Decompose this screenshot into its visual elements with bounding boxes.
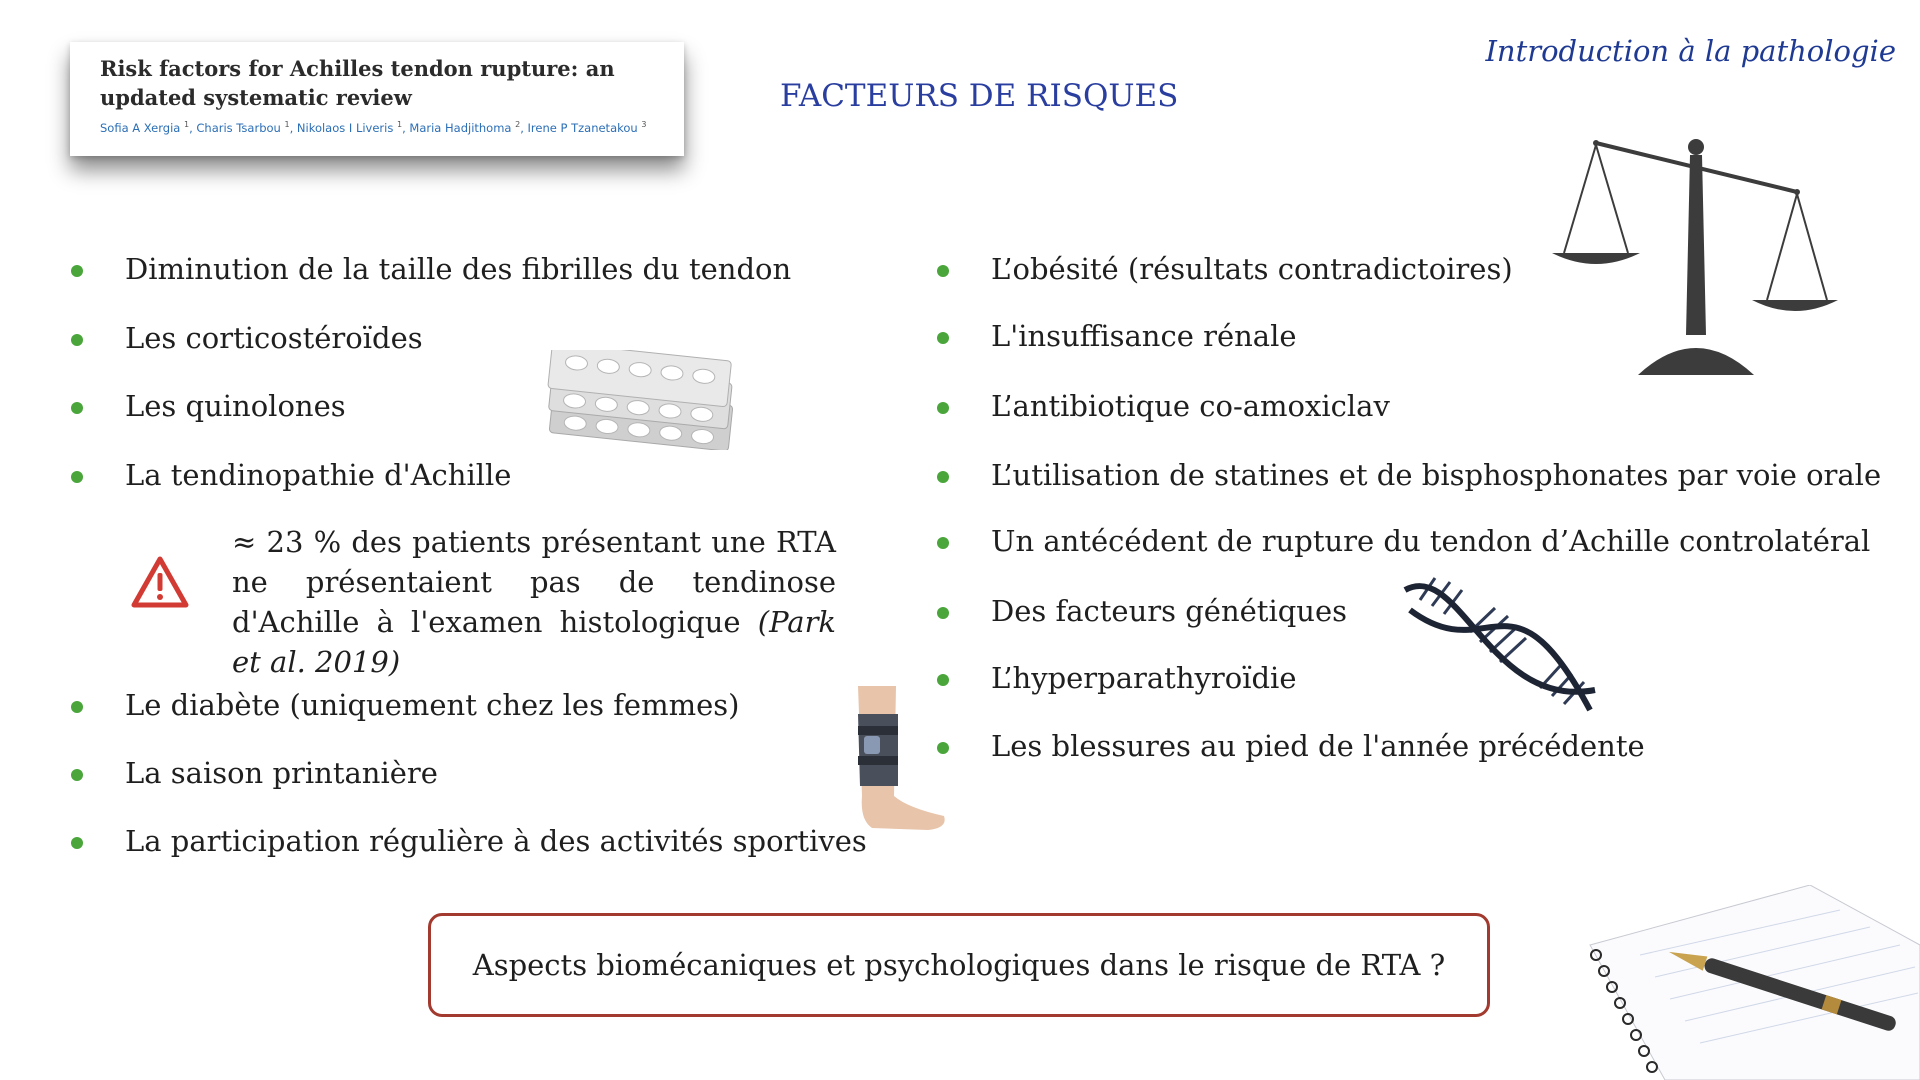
question-box: Aspects biomécaniques et psychologiques dans le risque de RTA ? — [428, 913, 1490, 1017]
list-item: Un antécédent de rupture du tendon d’Achille controlatéral — [991, 524, 1881, 558]
bullet-icon — [71, 334, 83, 346]
list-item: Diminution de la taille des fibrilles du tendon — [125, 252, 791, 286]
bullet-icon — [937, 537, 949, 549]
paper-title: Risk factors for Achilles tendon rupture: an updated systematic review — [100, 56, 615, 110]
bullet-icon — [71, 837, 83, 849]
notebook-pen-image — [1570, 885, 1920, 1080]
list-item: Les quinolones — [125, 389, 791, 423]
list-item: Le diabète (uniquement chez les femmes) — [125, 688, 867, 722]
list-item: L'insuffisance rénale — [991, 319, 1881, 353]
paper-authors: Sofia A Xergia $^1$, Charis Tsarbou $^1$, Nikolaos I Liveris $^1$, Maria Hadjithoma $^2$, Irene P Tzanetakou $^3$ — [100, 120, 647, 135]
bullet-icon — [71, 471, 83, 483]
section-label: Introduction à la pathologie — [1485, 34, 1896, 68]
bullet-icon — [937, 607, 949, 619]
author-link[interactable]: Charis Tsarbou — [196, 120, 281, 135]
paper-reference-card — [70, 42, 684, 156]
warning-icon — [130, 555, 190, 609]
pill-blister-image — [545, 350, 740, 450]
bullet-icon — [937, 674, 949, 686]
balance-scale-image — [1550, 135, 1840, 385]
list-item: La participation régulière à des activités sportives — [125, 824, 867, 858]
bullet-icon — [71, 769, 83, 781]
list-item: L’obésité (résultats contradictoires) — [991, 252, 1881, 286]
list-item: L’hyperparathyroïdie — [991, 661, 1881, 695]
left-risk-list-continued — [125, 688, 867, 892]
slide-title: FACTEURS DE RISQUES — [780, 78, 1179, 114]
list-item: Les blessures au pied de l'année précédente — [991, 729, 1881, 763]
bullet-icon — [937, 471, 949, 483]
bullet-icon — [937, 265, 949, 277]
bullet-icon — [71, 701, 83, 713]
warning-text: ≈ 23 % des patients présentant une RTA ne présentaient pas de tendinose d'Achille à l'examen histologique — [232, 525, 836, 639]
citation: (Park et al. 2019) — [232, 605, 836, 679]
author-link[interactable]: Maria Hadjithoma — [409, 120, 512, 135]
dna-image — [1400, 570, 1600, 715]
author-link[interactable]: Irene P Tzanetakou — [527, 120, 638, 135]
list-item: La tendinopathie d'Achille — [125, 458, 791, 492]
ankle-brace-image — [848, 686, 948, 836]
list-item: L’utilisation de statines et de bisphosphonates par voie orale — [991, 458, 1881, 492]
bullet-icon — [937, 402, 949, 414]
list-item: La saison printanière — [125, 756, 867, 790]
bullet-icon — [937, 332, 949, 344]
bullet-icon — [71, 265, 83, 277]
list-item: L’antibiotique co-amoxiclav — [991, 389, 1881, 423]
author-link[interactable]: Sofia A Xergia — [100, 120, 181, 135]
bullet-icon — [71, 402, 83, 414]
warning-note — [232, 522, 836, 682]
list-item: Des facteurs génétiques — [991, 594, 1881, 628]
author-link[interactable]: Nikolaos I Liveris — [296, 120, 394, 135]
list-item: Les corticostéroïdes — [125, 321, 791, 355]
